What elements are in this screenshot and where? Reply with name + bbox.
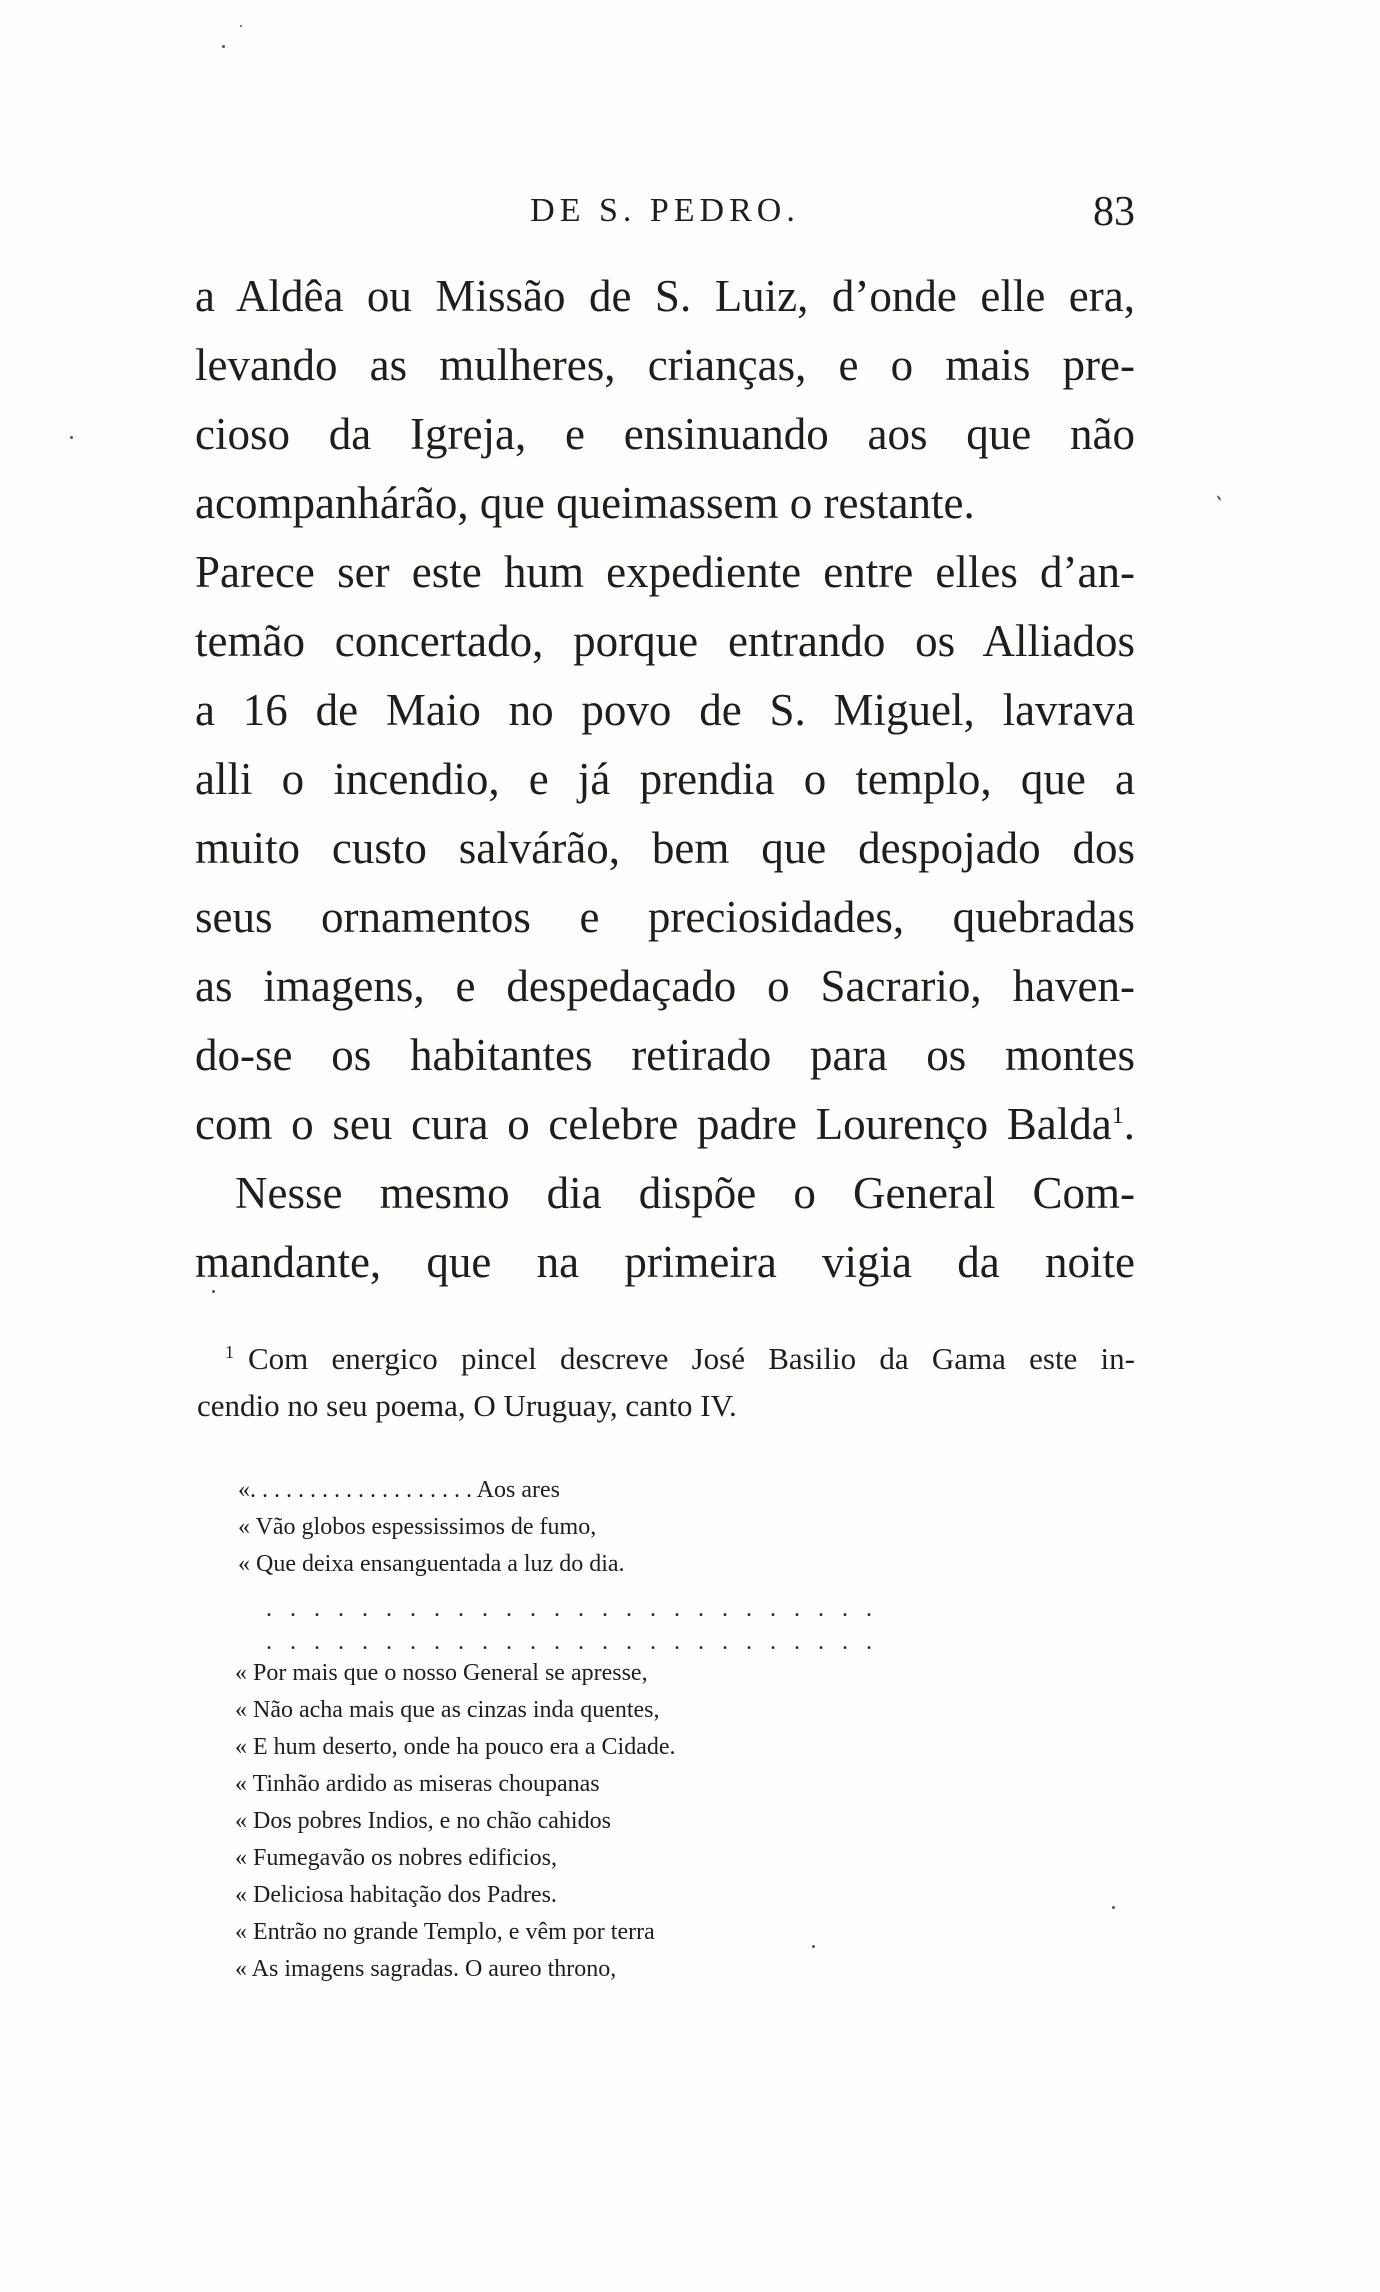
verse-line: « As imagens sagradas. O aureo throno,: [235, 1956, 617, 1982]
text-line: muito custo salvárão, bem que despojado dos: [195, 823, 1135, 873]
verse-quote-b: [235, 1655, 835, 1988]
paper-speck: [212, 1290, 215, 1293]
ellipsis-line: . . . . . . . . . . . . . . . . . . . . . . . . . .: [266, 1596, 878, 1622]
verse-line: « Não acha mais que as cinzas inda quentes,: [235, 1697, 660, 1723]
text-line: [195, 1090, 1135, 1159]
footnote-line: cendio no seu poema, O Uruguay, canto IV.: [197, 1388, 737, 1423]
paper-speck: [222, 45, 225, 48]
text-line: cioso da Igreja, e ensinuando aos que não: [195, 409, 1135, 459]
verse-line: « Entrão no grande Templo, e vêm por terra: [235, 1919, 655, 1945]
verse-line: « Vão globos espessissimos de fumo,: [238, 1514, 597, 1540]
running-title: DE S. PEDRO.: [530, 192, 800, 229]
paper-speck: [1216, 495, 1221, 501]
text-line: do-se os habitantes retirado para os montes: [195, 1030, 1135, 1080]
verse-line: « Por mais que o nosso General se apresse,: [235, 1660, 648, 1686]
text-line: temão concertado, porque entrando os Alliados: [195, 616, 1135, 666]
footnote-text: Com energico pincel descreve José Basilio da Gama este in-: [248, 1341, 1135, 1376]
verse-line: « E hum deserto, onde ha pouco era a Cidade.: [235, 1734, 676, 1760]
paper-speck: [1112, 1906, 1115, 1909]
text-line: seus ornamentos e preciosidades, quebradas: [195, 892, 1135, 942]
verse-line: « Deliciosa habitação dos Padres.: [235, 1882, 557, 1908]
text-line: Parece ser este hum expediente entre elles d’an-: [195, 547, 1135, 597]
paper-speck: [812, 1945, 815, 1948]
verse-line: «. . . . . . . . . . . . . . . . . . . Aos ares: [238, 1477, 560, 1503]
main-text: [195, 262, 1135, 1297]
footnote-reference: 1: [1111, 1103, 1124, 1129]
footnote-line: [225, 1335, 1135, 1382]
ellipsis-line: . . . . . . . . . . . . . . . . . . . . . . . . . .: [266, 1629, 878, 1655]
text-line: mandante, que na primeira vigia da noite: [195, 1237, 1135, 1287]
verse-line: « Dos pobres Indios, e no chão cahidos: [235, 1808, 611, 1834]
text-line: a Aldêa ou Missão de S. Luiz, d’onde elle era,: [195, 271, 1135, 321]
text-line: acompanhárão, que queimassem o restante.: [195, 478, 975, 528]
footnote-mark: 1: [225, 1341, 234, 1362]
text-line: Nesse mesmo dia dispõe o General Com-: [235, 1168, 1135, 1218]
verse-quote-a: [238, 1472, 878, 1661]
text-line: alli o incendio, e já prendia o templo, que a: [195, 754, 1135, 804]
verse-line: « Fumegavão os nobres edificios,: [235, 1845, 557, 1871]
paper-speck: [70, 436, 73, 439]
footnote: [197, 1335, 1135, 1429]
page-header: [195, 189, 1135, 252]
text-line-content: com o seu cura o celebre padre Lourenço Balda: [195, 1099, 1112, 1149]
verse-line: « Tinhão ardido as miseras choupanas: [235, 1771, 600, 1797]
paper-speck: [240, 25, 242, 27]
text-line: levando as mulheres, crianças, e o mais pre-: [195, 340, 1135, 390]
page-number: 83: [1093, 189, 1135, 235]
text-line: as imagens, e despedaçado o Sacrario, haven-: [195, 961, 1135, 1011]
text-line: a 16 de Maio no povo de S. Miguel, lavrava: [195, 685, 1135, 735]
line-end-punctuation: .: [1123, 1099, 1135, 1149]
verse-line: « Que deixa ensanguentada a luz do dia.: [238, 1551, 625, 1577]
